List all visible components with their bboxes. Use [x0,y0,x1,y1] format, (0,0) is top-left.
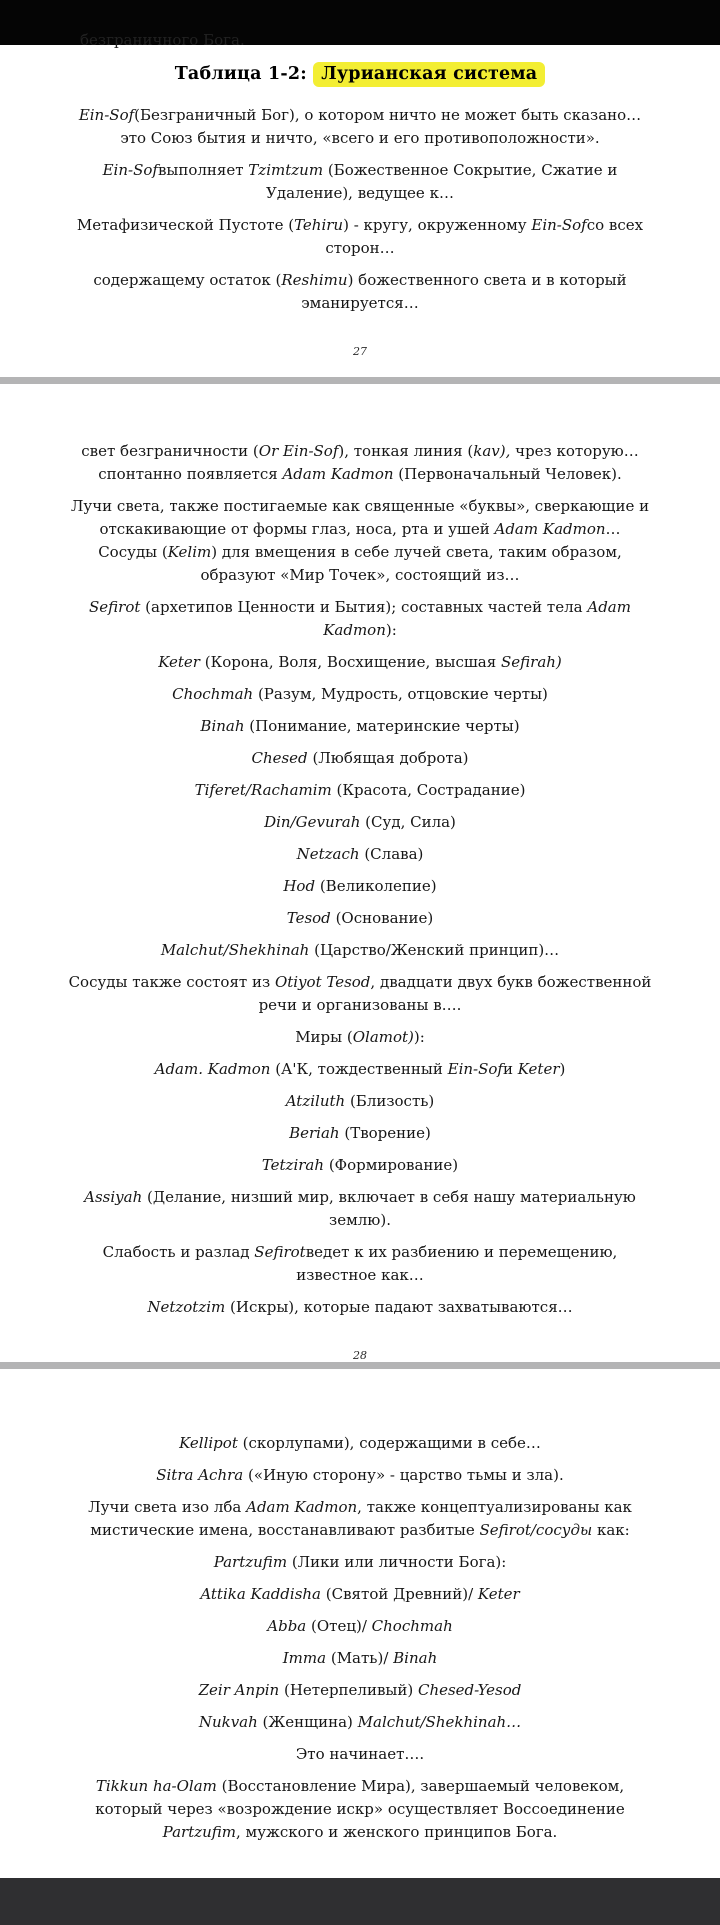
term-italic: Malchut/Shekhinah… [357,1713,522,1731]
paragraph [68,843,652,866]
text-run: ): [413,1028,425,1046]
text-run: , мужского и женского принципов Бога. [236,1823,558,1841]
text-run: как: [592,1521,630,1539]
term-italic: Adam. Kadmon [154,1060,271,1078]
text-run: (Красота, Сострадание) [331,781,526,799]
paragraph [68,1058,652,1081]
term-italic: Sitra Achra [156,1466,244,1484]
paragraph [68,1496,652,1542]
term-italic: Ein-Sof [447,1060,503,1078]
text-run: , также концептуализированы как мистические имена, восстанавливают разбитые [90,1498,632,1539]
paragraph [68,779,652,802]
term-italic: Chochmah [371,1617,453,1635]
paragraph [68,747,652,770]
paragraph [68,1711,652,1734]
text-run: Миры ( [295,1028,353,1046]
text-run: выполняет [157,161,249,179]
term-italic: Otiyot Tesod [274,973,371,991]
paragraph [68,1679,652,1702]
term-italic: Keter [477,1585,520,1603]
paragraph [68,683,652,706]
text-run: (Формирование) [324,1156,459,1174]
term-italic: Tiferet/Rachamim [194,781,332,799]
text-run: (Нетерпеливый) [279,1681,418,1699]
page-separator [0,1362,720,1369]
term-italic: Chesed [251,749,308,767]
text-run: (Слава) [359,845,424,863]
term-italic: Sefirot [254,1243,306,1261]
text-run: ) [559,1060,566,1078]
clipped-text: безграничного Бога. [80,31,245,49]
term-italic: Malchut/Shekhinah [160,941,310,959]
paragraph [68,1122,652,1145]
paragraph [68,1154,652,1177]
text-run: ), тонкая линия ( [338,442,474,460]
page-body [68,1432,652,1844]
paragraph [68,1551,652,1574]
term-italic: Abba [267,1617,307,1635]
term-italic: Partzufim [213,1553,288,1571]
table-title-prefix: Таблица 1-2: [174,64,314,84]
paragraph [68,159,652,205]
paragraph [68,104,652,150]
term-italic: Binah [393,1649,438,1667]
term-italic: Chesed-Yesod [417,1681,522,1699]
page-number: 27 [353,345,367,358]
paragraph [68,596,652,642]
text-run: … Сосуды ( [98,520,621,561]
term-italic: Adam Kadmon [323,598,631,639]
term-italic: Olamot) [352,1028,414,1046]
paragraph [68,1186,652,1232]
text-run: («Иную сторону» - царство тьмы и зла). [243,1466,564,1484]
term-italic: Kelim [167,543,212,561]
text-run: (Мать)/ [326,1649,394,1667]
term-italic: Din/Gevurah [264,813,361,831]
text-run: и [502,1060,518,1078]
text-run: Это начинает…. [295,1745,425,1763]
term-italic: Reshimu [281,271,348,289]
text-run: (Восстановление Мира), завершаемый человеком, который через «возрождение искр» осуществляет Воссоединение [95,1777,625,1818]
text-run: (Суд, Сила) [360,813,456,831]
paragraph [68,269,652,315]
term-italic: Sefirot [89,598,141,616]
term-italic: Tetzirah [261,1156,325,1174]
term-italic: Ein-Sof [531,216,587,234]
paragraph [68,971,652,1017]
paragraph [68,1241,652,1287]
text-run: (Разум, Мудрость, отцовские черты) [253,685,548,703]
text-run: (Великолепие) [315,877,437,895]
term-italic: Or Ein-Sof [258,442,339,460]
term-italic: Nukvah [198,1713,258,1731]
clipped-text-line [68,31,652,54]
paragraph [68,214,652,260]
text-run: (архетипов Ценности и Бытия); составных частей тела [140,598,588,616]
paragraph [68,651,652,674]
paragraph [68,1090,652,1113]
text-run: (Близость) [345,1092,435,1110]
text-run: (Безграничный Бог), о котором ничто не может быть сказано… это Союз бытия и ничто, «всего и его противоположности». [120,106,642,147]
text-run: , двадцати двух букв божественной речи и организованы в…. [258,973,652,1014]
paragraph [68,1296,652,1319]
text-run: Метафизической Пустоте ( [76,216,295,234]
paragraph [68,1615,652,1638]
text-run: содержащему остаток ( [93,271,282,289]
text-run: Лучи света, также постигаемые как священные «буквы», сверкающие и отскакивающие от формы глаз, носа, рта и ушей [70,497,650,538]
term-italic: Binah [200,717,245,735]
document-page-27 [0,31,720,377]
text-run: ) божественного света и в который эманируется… [301,271,627,312]
text-run: ) для вмещения в себе лучей света, таким образом, образуют «Мир Точек», состоящий из… [200,543,622,584]
text-run: ) - кругу, окруженному [343,216,532,234]
term-italic: Tehiru [294,216,344,234]
term-italic: Netzach [296,845,360,863]
term-italic: Tesod [286,909,331,927]
term-italic: Hod [283,877,316,895]
term-italic: Imma [282,1649,327,1667]
term-italic: Zeir Anpin [198,1681,280,1699]
text-run: ): [385,621,397,639]
page-body [68,440,652,1319]
text-run: (Отец)/ [306,1617,372,1635]
text-run: свет безграничности ( [81,442,259,460]
document-page-29 [0,1369,720,1878]
paragraph [68,939,652,962]
term-italic: Keter [158,653,200,671]
bottom-letterbox-bar [0,1878,720,1925]
text-run: (Творение) [339,1124,431,1142]
paragraph [68,1583,652,1606]
term-italic: Ein-Sof [102,161,158,179]
term-italic: Netzotzim [147,1298,226,1316]
paragraph [68,875,652,898]
term-italic: Partzufim [162,1823,237,1841]
table-title-highlight: Лурианская система [313,62,545,87]
document-page-28 [0,384,720,1362]
text-run: (Искры), которые падают захватываются… [225,1298,573,1316]
paragraph [68,1743,652,1766]
text-run: (Женщина) [257,1713,358,1731]
text-run: (Первоначальный Человек). [393,465,622,483]
paragraph [68,1432,652,1455]
table-title [68,62,652,86]
text-run: (Божественное Сокрытие, Сжатие и Удаление), ведущее к… [266,161,618,202]
text-run: (Понимание, материнские черты) [244,717,520,735]
paragraph [68,440,652,486]
term-italic: Adam Kadmon [246,1498,358,1516]
text-run: (Святой Древний)/ [321,1585,478,1603]
text-run: (Царство/Женский принцип)… [309,941,560,959]
term-italic: Tzimtzum [248,161,324,179]
text-run: (А'К, тождественный [270,1060,448,1078]
paragraph [68,1647,652,1670]
term-italic: Adam Kadmon [282,465,394,483]
term-italic: Tikkun ha-Olam [95,1777,217,1795]
term-italic: Ein-Sof [78,106,135,124]
text-run: (Любящая доброта) [307,749,469,767]
paragraph [68,1464,652,1487]
term-italic: Sefirot/сосуды [479,1521,593,1539]
page-separator [0,377,720,384]
paragraph [68,495,652,587]
term-italic: Atziluth [285,1092,346,1110]
text-run: Лучи света изо лба [88,1498,247,1516]
text-run: (Делание, низший мир, включает в себя нашу материальную землю). [142,1188,636,1229]
text-run: (Основание) [330,909,434,927]
text-run: (Лики или личности Бога): [287,1553,507,1571]
term-italic: Beriah [289,1124,340,1142]
paragraph [68,715,652,738]
text-run: чрез которую… спонтанно появляется [98,442,639,483]
text-run: ведет к их разбиению и перемещению, известное как… [296,1243,618,1284]
text-run: со всех сторон… [325,216,644,257]
term-italic: Keter [517,1060,560,1078]
term-italic: Sefirah) [500,653,562,671]
paragraph [68,811,652,834]
text-run: (скорлупами), содержащими в себе… [237,1434,541,1452]
term-italic: Chochmah [172,685,254,703]
text-run: Слабость и разлад [102,1243,255,1261]
text-run: (Корона, Воля, Восхищение, высшая [199,653,501,671]
term-italic: kav), [473,442,511,460]
paragraph [68,907,652,930]
term-italic: Assiyah [84,1188,143,1206]
text-run: Сосуды также состоят из [68,973,275,991]
paragraph [68,1775,652,1844]
page-body [68,104,652,315]
term-italic: Adam Kadmon [494,520,606,538]
term-italic: Attika Kaddisha [200,1585,322,1603]
paragraph [68,1026,652,1049]
page-number: 28 [353,1349,367,1362]
term-italic: Kellipot [179,1434,238,1452]
